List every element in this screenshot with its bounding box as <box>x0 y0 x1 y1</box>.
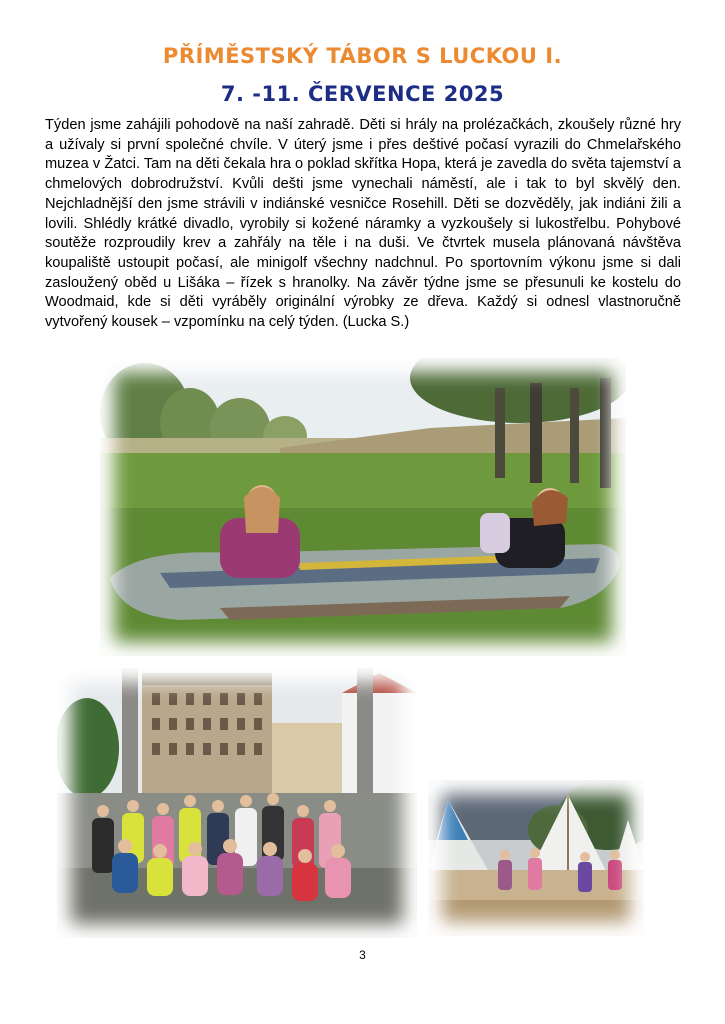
group-photo <box>57 668 417 938</box>
page-number: 3 <box>359 948 366 962</box>
page-title: PŘÍMĚSTSKÝ TÁBOR S LUCKOU I. <box>162 44 563 68</box>
teepee-photo <box>428 780 644 936</box>
canoe-photo <box>100 358 626 656</box>
date-range: 7. -11. ČERVENCE 2025 <box>220 82 505 106</box>
article-paragraph: Týden jsme zahájili pohodově na naší zahradě. Děti si hrály na prolézačkách, zkoušely různé hry a užívaly si první společné chvíle. V úterý jsme i přes deštivé počasí vyrazili do Chmelařského muzea v Žatci. Tam na děti čekala hra o poklad skřítka Hopa, která je zavedla do světa tajemství a chmelových dobrodružství. Kvůli dešti jsme vynechali náměstí, ale i tak to byl skvělý den. Nejchladnější den jsme strávili v indiánské vesničce Rosehill. Děti se dozvěděly, jak indiáni žili a lovili. Shlédly krátké divadlo, vyrobily si kožené náramky a vyzkoušely si lukostřelbu. Pohybové soutěže rozproudily krev a zahřály na těle i na duši. Ve čtvrtek musela plánovaná návštěva koupaliště ustoupit počasí, ale minigolf všechny nadchnul. Po sportovním výkonu jsme si dali zasloužený oběd u Lišáka – řízek s hranolky. Na závěr týdne jsme se přesunuli ke kostelu do Woodmaid, kde si děti vyráběly originální výrobky ze dřeva. Každý si odnesl vlastnoručně vytvořený kousek – vzpomínku na celý týden. (Lucka S.) <box>45 117 681 331</box>
